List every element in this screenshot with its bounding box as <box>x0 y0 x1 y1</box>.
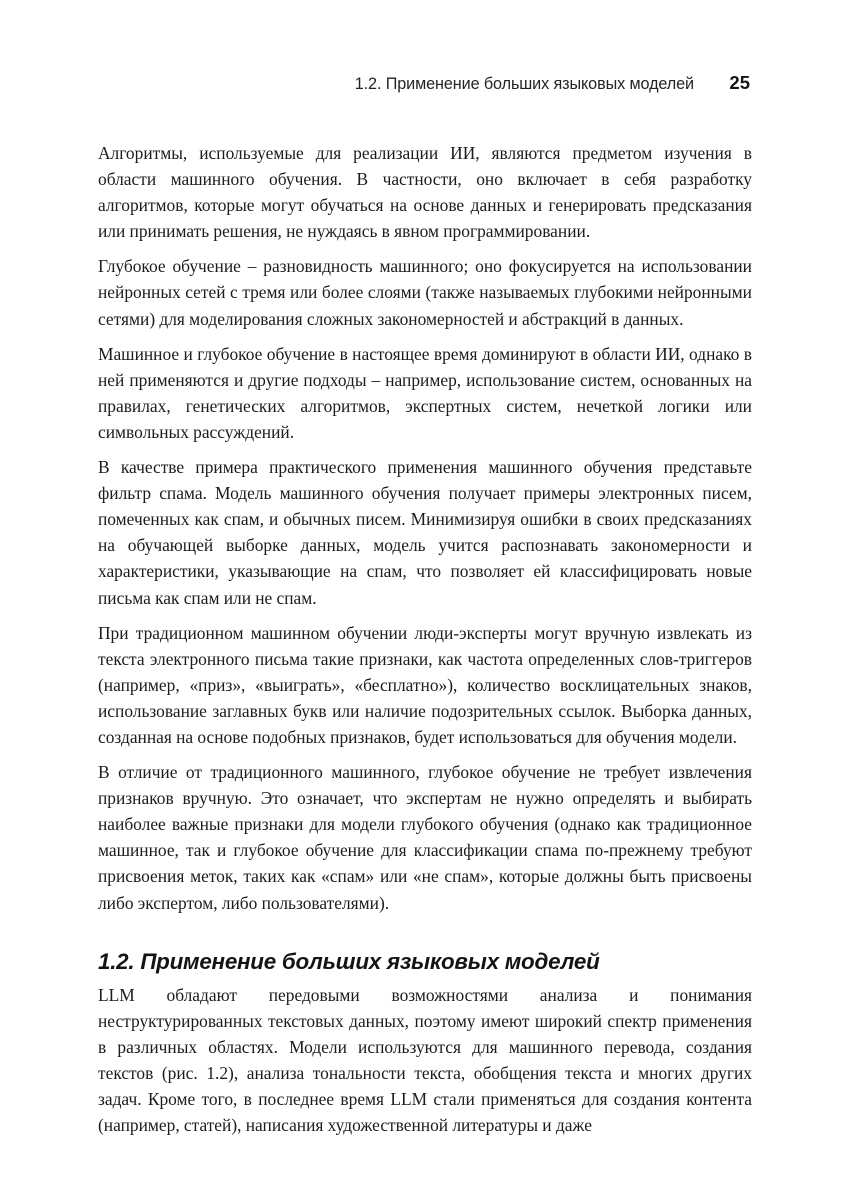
running-head <box>98 72 750 102</box>
paragraph: Алгоритмы, используемые для реализации ИИ, являются предметом изучения в области машинного обучения. В частности, оно включает в себя разработку алгоритмов, которые могут обучаться на основе данных и генерировать предсказания или принимать решения, не нуждаясь в явном программировании. <box>98 143 752 242</box>
paragraph: Глубокое обучение – разновидность машинного; оно фокусируется на использовании нейронных сетей с тремя или более слоями (также называемых глубокими нейронными сетями) для моделирования сложных закономерностей и абстракций в данных. <box>98 256 752 329</box>
running-head-title: 1.2. Применение больших языковых моделей <box>354 75 694 93</box>
page-number: 25 <box>729 72 750 93</box>
section-heading: 1.2. Применение больших языковых моделей <box>98 948 600 974</box>
text-column <box>98 140 752 1138</box>
paragraph: В качестве примера практического применения машинного обучения представьте фильтр спама. Модель машинного обучения получает примеры электронных писем, помеченных как спам, и обычных писем. Минимизируя ошибки в своих предсказаниях на обучающей выборке данных, модель учится распознавать закономерности и характеристики, указывающие на спам, что позволяет ей классифицировать новые письма как спам или не спам. <box>98 457 752 608</box>
paragraph: LLM обладают передовыми возможностями анализа и понимания неструктурированных текстовых данных, поэтому имеют широкий спектр применения в различных областях. Модели используются для машинного перевода, создания текстов (рис. 1.2), анализа тональности текста, обобщения текста и многих других задач. Кроме того, в последнее время LLM стали применяться для создания контента (например, статей), написания художественной литературы и даже <box>98 984 752 1136</box>
paragraph: При традиционном машинном обучении люди-эксперты могут вручную извлекать из текста электронного письма такие признаки, как частота определенных слов-триггеров (например, «приз», «выиграть», «бесплатно»), количество восклицательных знаков, использование заглавных букв или наличие подозрительных ссылок. Выборка данных, созданная на основе подобных признаков, будет использоваться для обучения модели. <box>98 622 752 747</box>
paragraph: Машинное и глубокое обучение в настоящее время доминируют в области ИИ, однако в ней применяются и другие подходы – например, использование систем, основанных на правилах, генетических алгоритмов, экспертных систем, нечеткой логики или символьных рассуждений. <box>98 343 752 442</box>
paragraph: В отличие от традиционного машинного, глубокое обучение не требует извлечения признаков вручную. Это означает, что экспертам не нужно определять и выбирать наиболее важные признаки для модели глубокого обучения (однако как традиционное машинное, так и глубокое обучение для классификации спама по-прежнему требуют присвоения меток, таких как «спам» или «не спам», которые должны быть присвоены либо экспертом, либо пользователями). <box>98 762 752 913</box>
